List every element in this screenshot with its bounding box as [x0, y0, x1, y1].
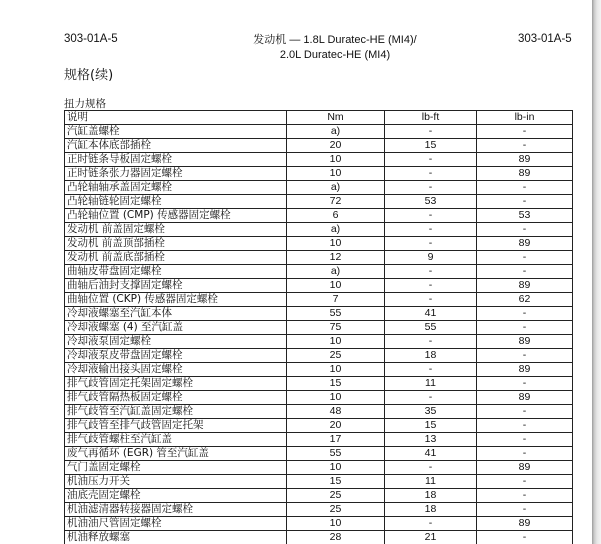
- cell-lb-in: 89: [477, 461, 573, 475]
- table-row: [65, 363, 573, 377]
- cell-lb-ft: 11: [385, 377, 477, 391]
- cell-nm: 55: [287, 447, 385, 461]
- table-row: [65, 517, 573, 531]
- cell-lb-in: -: [477, 475, 573, 489]
- table-header-row: [65, 111, 573, 125]
- cell-description: 机油滤清器转接器固定螺栓: [65, 503, 287, 517]
- table-row: [65, 489, 573, 503]
- cell-lb-in: 89: [477, 237, 573, 251]
- cell-nm: 20: [287, 419, 385, 433]
- header-title-line1: 发动机 — 1.8L Duratec-HE (MI4)/: [253, 34, 417, 46]
- cell-lb-ft: -: [385, 265, 477, 279]
- table-caption: 扭力规格: [64, 98, 106, 110]
- cell-description: 排气歧管至汽缸盖固定螺栓: [65, 405, 287, 419]
- cell-lb-ft: -: [385, 517, 477, 531]
- table-row: [65, 503, 573, 517]
- cell-description: 排气歧管螺柱至汽缸盖: [65, 433, 287, 447]
- cell-nm: 10: [287, 279, 385, 293]
- column-header-description: 说明: [65, 111, 287, 125]
- table-row: [65, 181, 573, 195]
- table-row: [65, 251, 573, 265]
- cell-lb-ft: -: [385, 153, 477, 167]
- cell-nm: 7: [287, 293, 385, 307]
- cell-lb-ft: 18: [385, 349, 477, 363]
- cell-lb-ft: -: [385, 335, 477, 349]
- cell-description: 曲轴位置 (CKP) 传感器固定螺栓: [65, 293, 287, 307]
- cell-lb-in: -: [477, 503, 573, 517]
- table-row: [65, 419, 573, 433]
- table-row: [65, 237, 573, 251]
- cell-nm: 10: [287, 237, 385, 251]
- cell-description: 凸轮轴链轮固定螺栓: [65, 195, 287, 209]
- cell-lb-ft: 41: [385, 307, 477, 321]
- cell-lb-ft: -: [385, 181, 477, 195]
- table-row: [65, 335, 573, 349]
- cell-lb-in: -: [477, 139, 573, 153]
- cell-lb-ft: -: [385, 391, 477, 405]
- cell-lb-ft: 53: [385, 195, 477, 209]
- cell-description: 气门盖固定螺栓: [65, 461, 287, 475]
- table-row: [65, 167, 573, 181]
- table-row: [65, 293, 573, 307]
- cell-lb-in: 89: [477, 517, 573, 531]
- cell-lb-ft: 11: [385, 475, 477, 489]
- cell-description: 凸轮轴轴承盖固定螺栓: [65, 181, 287, 195]
- cell-description: 废气再循环 (EGR) 管至汽缸盖: [65, 447, 287, 461]
- cell-description: 排气歧管至排气歧管固定托架: [65, 419, 287, 433]
- cell-lb-in: 89: [477, 335, 573, 349]
- cell-nm: 12: [287, 251, 385, 265]
- table-body: [65, 125, 573, 544]
- table-row: [65, 377, 573, 391]
- page-edge-shadow: [592, 0, 601, 544]
- cell-description: 油底壳固定螺栓: [65, 489, 287, 503]
- table-row: [65, 125, 573, 139]
- cell-nm: 10: [287, 335, 385, 349]
- cell-nm: a): [287, 223, 385, 237]
- cell-lb-in: -: [477, 251, 573, 265]
- cell-lb-in: 62: [477, 293, 573, 307]
- cell-lb-ft: -: [385, 167, 477, 181]
- cell-nm: 10: [287, 363, 385, 377]
- table-row: [65, 265, 573, 279]
- cell-lb-in: -: [477, 377, 573, 391]
- column-header-lb-ft: lb-ft: [385, 111, 477, 125]
- table-row: [65, 461, 573, 475]
- cell-lb-ft: 35: [385, 405, 477, 419]
- cell-nm: 10: [287, 391, 385, 405]
- cell-description: 冷却液泵固定螺栓: [65, 335, 287, 349]
- cell-nm: 20: [287, 139, 385, 153]
- cell-lb-in: -: [477, 405, 573, 419]
- cell-lb-ft: 55: [385, 321, 477, 335]
- cell-nm: 25: [287, 503, 385, 517]
- torque-spec-table: [64, 110, 573, 544]
- cell-description: 曲轴后油封支撑固定螺栓: [65, 279, 287, 293]
- cell-lb-ft: 15: [385, 139, 477, 153]
- cell-lb-ft: 18: [385, 503, 477, 517]
- cell-nm: 55: [287, 307, 385, 321]
- cell-lb-in: -: [477, 223, 573, 237]
- cell-lb-in: 89: [477, 363, 573, 377]
- cell-nm: 10: [287, 153, 385, 167]
- cell-lb-in: -: [477, 433, 573, 447]
- cell-lb-in: -: [477, 181, 573, 195]
- table-row: [65, 223, 573, 237]
- cell-lb-in: 89: [477, 391, 573, 405]
- cell-nm: 25: [287, 349, 385, 363]
- column-header-nm: Nm: [287, 111, 385, 125]
- cell-description: 发动机 前盖顶部插栓: [65, 237, 287, 251]
- cell-description: 曲轴皮带盘固定螺栓: [65, 265, 287, 279]
- cell-nm: a): [287, 181, 385, 195]
- section-title: 规格(续): [64, 68, 114, 83]
- table-row: [65, 349, 573, 363]
- cell-lb-ft: -: [385, 293, 477, 307]
- table-row: [65, 321, 573, 335]
- cell-lb-in: -: [477, 447, 573, 461]
- cell-lb-in: -: [477, 265, 573, 279]
- header-section-code-left: 303-01A-5: [64, 33, 118, 45]
- cell-lb-ft: -: [385, 279, 477, 293]
- cell-lb-in: 53: [477, 209, 573, 223]
- cell-lb-in: -: [477, 307, 573, 321]
- table-row: [65, 153, 573, 167]
- cell-lb-in: -: [477, 349, 573, 363]
- table-row: [65, 391, 573, 405]
- cell-description: 排气歧管固定托架固定螺栓: [65, 377, 287, 391]
- cell-lb-in: 89: [477, 167, 573, 181]
- cell-lb-ft: -: [385, 237, 477, 251]
- cell-nm: 15: [287, 475, 385, 489]
- cell-lb-ft: 18: [385, 489, 477, 503]
- table-row: [65, 405, 573, 419]
- cell-nm: a): [287, 265, 385, 279]
- cell-lb-ft: 9: [385, 251, 477, 265]
- cell-lb-in: -: [477, 321, 573, 335]
- cell-lb-in: 89: [477, 153, 573, 167]
- cell-nm: 10: [287, 461, 385, 475]
- table-row: [65, 531, 573, 544]
- header-section-code-right: 303-01A-5: [518, 33, 572, 45]
- cell-lb-in: -: [477, 195, 573, 209]
- cell-nm: 15: [287, 377, 385, 391]
- cell-description: 机油压力开关: [65, 475, 287, 489]
- cell-description: 机油油尺管固定螺栓: [65, 517, 287, 531]
- cell-nm: 10: [287, 517, 385, 531]
- table-row: [65, 279, 573, 293]
- cell-nm: 48: [287, 405, 385, 419]
- cell-description: 发动机 前盖固定螺栓: [65, 223, 287, 237]
- cell-lb-ft: -: [385, 363, 477, 377]
- cell-lb-ft: -: [385, 125, 477, 139]
- cell-lb-ft: -: [385, 209, 477, 223]
- table-row: [65, 475, 573, 489]
- cell-description: 排气歧管隔热板固定螺栓: [65, 391, 287, 405]
- cell-lb-ft: -: [385, 461, 477, 475]
- cell-description: 冷却液输出接头固定螺栓: [65, 363, 287, 377]
- cell-lb-ft: -: [385, 223, 477, 237]
- cell-description: 冷却液螺塞至汽缸本体: [65, 307, 287, 321]
- cell-nm: 28: [287, 531, 385, 544]
- table-row: [65, 433, 573, 447]
- column-header-lb-in: lb-in: [477, 111, 573, 125]
- cell-nm: 17: [287, 433, 385, 447]
- cell-lb-ft: 41: [385, 447, 477, 461]
- cell-lb-ft: 15: [385, 419, 477, 433]
- cell-nm: 25: [287, 489, 385, 503]
- cell-description: 汽缸盖螺栓: [65, 125, 287, 139]
- table-row: [65, 195, 573, 209]
- cell-lb-ft: 21: [385, 531, 477, 544]
- table-row: [65, 307, 573, 321]
- cell-lb-in: 89: [477, 279, 573, 293]
- cell-lb-in: -: [477, 489, 573, 503]
- cell-lb-ft: 13: [385, 433, 477, 447]
- cell-lb-in: -: [477, 531, 573, 544]
- cell-description: 正时链条张力器固定螺栓: [65, 167, 287, 181]
- cell-lb-in: -: [477, 125, 573, 139]
- header-title: [200, 33, 470, 63]
- cell-description: 汽缸本体底部插栓: [65, 139, 287, 153]
- cell-nm: 72: [287, 195, 385, 209]
- cell-nm: 10: [287, 167, 385, 181]
- cell-description: 凸轮轴位置 (CMP) 传感器固定螺栓: [65, 209, 287, 223]
- table-row: [65, 209, 573, 223]
- cell-description: 冷却液泵皮带盘固定螺栓: [65, 349, 287, 363]
- cell-description: 机油释放螺塞: [65, 531, 287, 544]
- cell-description: 正时链条导板固定螺栓: [65, 153, 287, 167]
- table-row: [65, 139, 573, 153]
- cell-description: 发动机 前盖底部插栓: [65, 251, 287, 265]
- cell-nm: a): [287, 125, 385, 139]
- table-row: [65, 447, 573, 461]
- cell-nm: 75: [287, 321, 385, 335]
- cell-description: 冷却液螺塞 (4) 至汽缸盖: [65, 321, 287, 335]
- header-title-line2: 2.0L Duratec-HE (MI4): [279, 49, 391, 61]
- cell-lb-in: -: [477, 419, 573, 433]
- cell-nm: 6: [287, 209, 385, 223]
